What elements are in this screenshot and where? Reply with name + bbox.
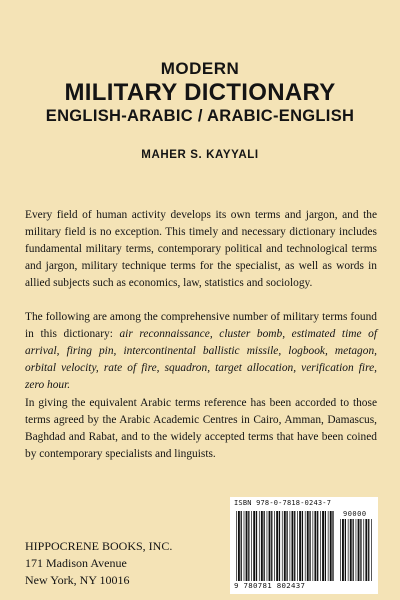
price-code: 90000: [343, 510, 367, 518]
title-modern: MODERN: [160, 59, 240, 78]
ean-barcode: [236, 511, 336, 581]
title-main: MILITARY DICTIONARY: [64, 79, 336, 106]
title-languages: ENGLISH-ARABIC / ARABIC-ENGLISH: [45, 107, 355, 125]
description-paragraph-1: Every field of human activity develops its own terms and jargon, and the military field is no exception. This timely and necessary dictionary includes fundamental military terms, contemporary political and technological terms and jargon, military technique terms for the specialist, as well as words in allied subjects such as economics, law, statistics and sociology.: [25, 209, 377, 289]
isbn-label: ISBN 978-0-7818-0243-7: [234, 499, 332, 507]
publisher-name: HIPPOCRENE BOOKS, INC.: [25, 539, 173, 553]
barcode-digits: 9 780781 802437: [234, 581, 306, 590]
paragraph-2-intro: The following are among the comprehensive number of military terms found in this dictionary:: [25, 311, 377, 340]
example-terms: air reconnaissance, cluster bomb, estimated time of arrival, firing pin, intercontinental ballistic missile, logbook, metagon, orbital velocity, rate of fire, squadron, target allocation, verification fire, zero hour.: [25, 327, 377, 391]
publisher-street: 171 Madison Avenue: [25, 556, 127, 570]
publisher-city: New York, NY 10016: [25, 573, 130, 587]
author-name: MAHER S. KAYYALI: [141, 149, 259, 161]
publisher-address: [25, 538, 172, 589]
isbn-barcode-block: [230, 497, 378, 594]
price-addon-barcode: [340, 519, 374, 581]
description-paragraph-2: [25, 309, 377, 394]
description-paragraph-3: In giving the equivalent Arabic terms reference has been accorded to those terms agreed by the Arabic Academic Centres in Cairo, Amman, Damascus, Baghdad and Rabat, and to the widely accepted terms that have been coined by contemporary specialists and linguists.: [25, 397, 377, 460]
